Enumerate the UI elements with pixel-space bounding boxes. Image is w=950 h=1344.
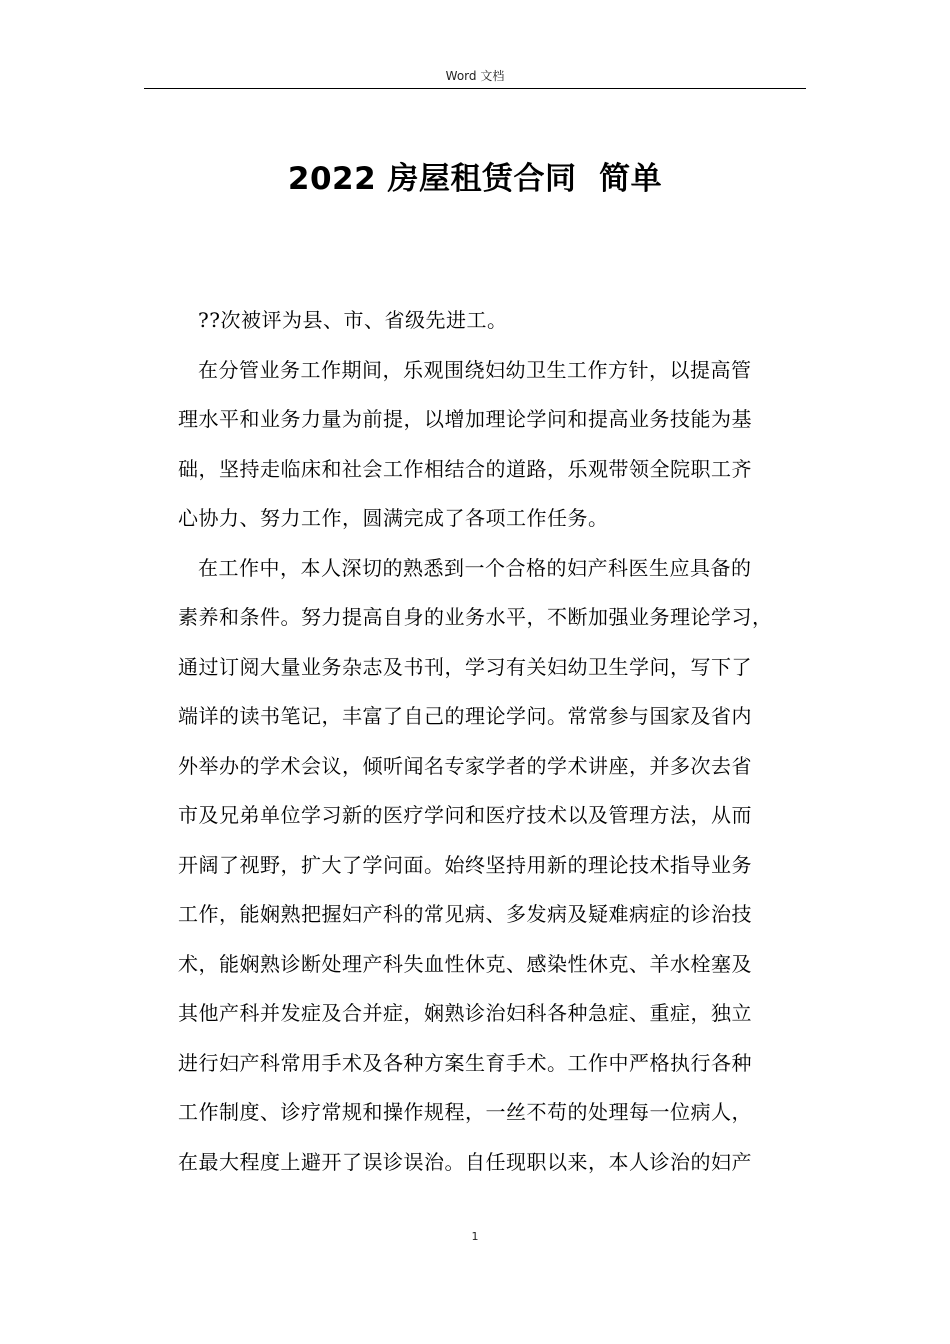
paragraph-line: 础，坚持走临床和社会工作相结合的道路，乐观带领全院职工齐 bbox=[178, 456, 752, 481]
page-header: Word 文档 bbox=[445, 69, 505, 83]
paragraph-line: 在最大程度上避开了误诊误治。自任现职以来，本人诊治的妇产 bbox=[178, 1149, 752, 1174]
document-body bbox=[178, 296, 818, 1187]
paragraph-line: 开阔了视野，扩大了学问面。始终坚持用新的理论技术指导业务 bbox=[178, 852, 752, 877]
paragraph-line: 进行妇产科常用手术及各种方案生育手术。工作中严格执行各种 bbox=[178, 1050, 752, 1075]
paragraph-line: 端详的读书笔记，丰富了自己的理论学问。常常参与国家及省内 bbox=[178, 704, 752, 728]
paragraph-line: 在工作中，本人深切的熟悉到一个合格的妇产科医生应具备的 bbox=[198, 555, 752, 580]
paragraph-line: 理水平和业务力量为前提，以增加理论学问和提高业务技能为基 bbox=[178, 407, 752, 431]
paragraph-line: 通过订阅大量业务杂志及书刊，学习有关妇幼卫生学问，写下了 bbox=[178, 654, 752, 679]
paragraph-line: 市及兄弟单位学习新的医疗学问和医疗技术以及管理方法，从而 bbox=[178, 803, 752, 827]
header-divider bbox=[144, 88, 806, 89]
paragraph-line: ??次被评为县、市、省级先进工。 bbox=[198, 308, 508, 332]
paragraph-line: 外举办的学术会议，倾听闻名专家学者的学术讲座，并多次去省 bbox=[178, 753, 752, 778]
paragraph-line: 心协力、努力工作，圆满完成了各项工作任务。 bbox=[178, 506, 609, 530]
page-number: 1 bbox=[471, 1230, 479, 1243]
document-title: 2022 房屋租赁合同 简单 bbox=[287, 161, 663, 197]
paragraph-line: 工作，能娴熟把握妇产科的常见病、多发病及疑难病症的诊治技 bbox=[178, 902, 752, 926]
paragraph-line: 在分管业务工作期间，乐观围绕妇幼卫生工作方针，以提高管 bbox=[198, 357, 752, 382]
paragraph-line: 素养和条件。努力提高自身的业务水平，不断加强业务理论学习， bbox=[178, 605, 773, 629]
paragraph-line: 术，能娴熟诊断处理产科失血性休克、感染性休克、羊水栓塞及 bbox=[178, 951, 752, 976]
paragraph-line: 其他产科并发症及合并症，娴熟诊治妇科各种急症、重症，独立 bbox=[178, 1001, 752, 1025]
paragraph-line: 工作制度、诊疗常规和操作规程，一丝不苟的处理每一位病人， bbox=[178, 1100, 752, 1124]
